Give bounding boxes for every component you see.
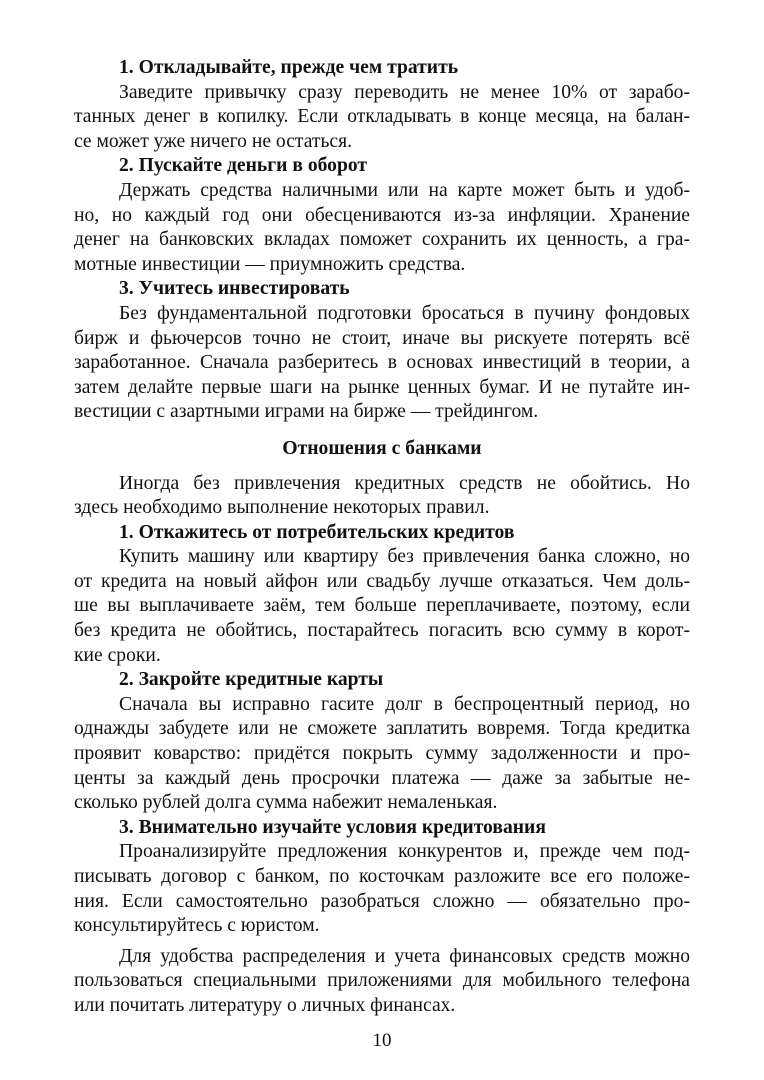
text-line: Для удобства распределения и учета финансовых средств можно <box>119 945 690 967</box>
text-line: здесь необходимо выполнение некоторых правил. <box>74 497 490 519</box>
text-line: сколько рублей долга сумма набежит немаленькая. <box>74 792 498 814</box>
text-line: денег на банковских вкладах поможет сохранить их ценность, а гра- <box>74 229 690 251</box>
text-line: от кредита на новый айфон или свадьбу лучше отказаться. Чем доль- <box>74 570 690 592</box>
text-line: Сначала вы исправно гасите долг в беспроцентный период, но <box>119 693 690 715</box>
text-line: или почитать литературу о личных финансах. <box>74 994 456 1016</box>
text-line: но, но каждый год они обесцениваются из-за инфляции. Хранение <box>74 204 690 226</box>
tip-heading: 3. Учитесь инвестировать <box>119 278 350 300</box>
tip-heading: 1. Откладывайте, прежде чем тратить <box>119 57 459 78</box>
text-line: центы за каждый день просрочки платежа — даже за забытые не- <box>74 767 690 789</box>
text-line: Проанализируйте предложения конкурентов и, прежде чем под- <box>119 841 690 863</box>
intro-paragraph <box>74 472 690 521</box>
closing-paragraph <box>74 945 690 1019</box>
text-line: Иногда без привлечения кредитных средств не обойтись. Но <box>119 472 690 494</box>
text-line: кие сроки. <box>74 644 161 666</box>
text-line: се может уже ничего не остаться. <box>74 130 353 152</box>
tip-block <box>74 56 690 154</box>
rule-block <box>74 816 690 939</box>
rule-heading: 2. Закройте кредитные карты <box>119 669 384 691</box>
tip-block <box>74 154 690 277</box>
text-line: бирж и фьючерсов точно не стоит, иначе вы рискуете потерять всё <box>74 327 690 349</box>
text-line: мотные инвестиции — приумножить средства. <box>74 253 466 275</box>
tip-heading: 2. Пускайте деньги в оборот <box>119 155 368 177</box>
text-line: проявит коварство: придётся покрыть сумму задолженности и про- <box>74 743 690 765</box>
page-number: 10 <box>372 1030 392 1051</box>
text-line: без кредита не обойтись, постарайтесь погасить всю сумму в корот- <box>74 620 690 642</box>
text-line: писывать договор с банком, по косточкам разложите все его положе- <box>74 866 690 887</box>
text-line: пользоваться специальными приложениями для мобильного телефона <box>74 970 690 992</box>
text-line: консультируйтесь с юристом. <box>74 915 320 937</box>
rule-heading: 1. Откажитесь от потребительских кредитов <box>119 521 515 543</box>
tip-block <box>74 277 690 425</box>
text-line: Без фундаментальной подготовки бросаться в пучину фондовых <box>119 302 690 324</box>
text-line: танных денег в копилку. Если откладывать в конце месяца, на балан- <box>74 106 690 128</box>
text-line: заработанное. Сначала разберитесь в основах инвестиций в теории, а <box>74 352 690 374</box>
rule-block <box>74 521 690 669</box>
text-line: ния. Если самостоятельно разобраться сложно — обязательно про- <box>74 890 690 912</box>
rule-heading: 3. Внимательно изучайте условия кредитования <box>119 816 546 838</box>
text-line: Купить машину или квартиру без привлечения банка сложно, но <box>119 546 690 568</box>
text-line: Держать средства наличными или на карте может быть и удоб- <box>119 179 690 201</box>
text-line: ше вы выплачиваете заём, тем больше переплачиваете, поэтому, если <box>74 595 690 617</box>
text-line: вестиции с азартными играми на бирже — трейдингом. <box>74 401 539 423</box>
text-line: однажды забудете или не сможете заплатить вовремя. Тогда кредитка <box>74 718 690 740</box>
text-line: затем делайте первые шаги на рынке ценных бумаг. И не путайте ин- <box>74 376 690 398</box>
rule-block <box>74 668 690 816</box>
text-line: Заведите привычку сразу переводить не менее 10% от зарабо- <box>119 81 690 103</box>
section-title: Отношения с банками <box>282 437 482 459</box>
